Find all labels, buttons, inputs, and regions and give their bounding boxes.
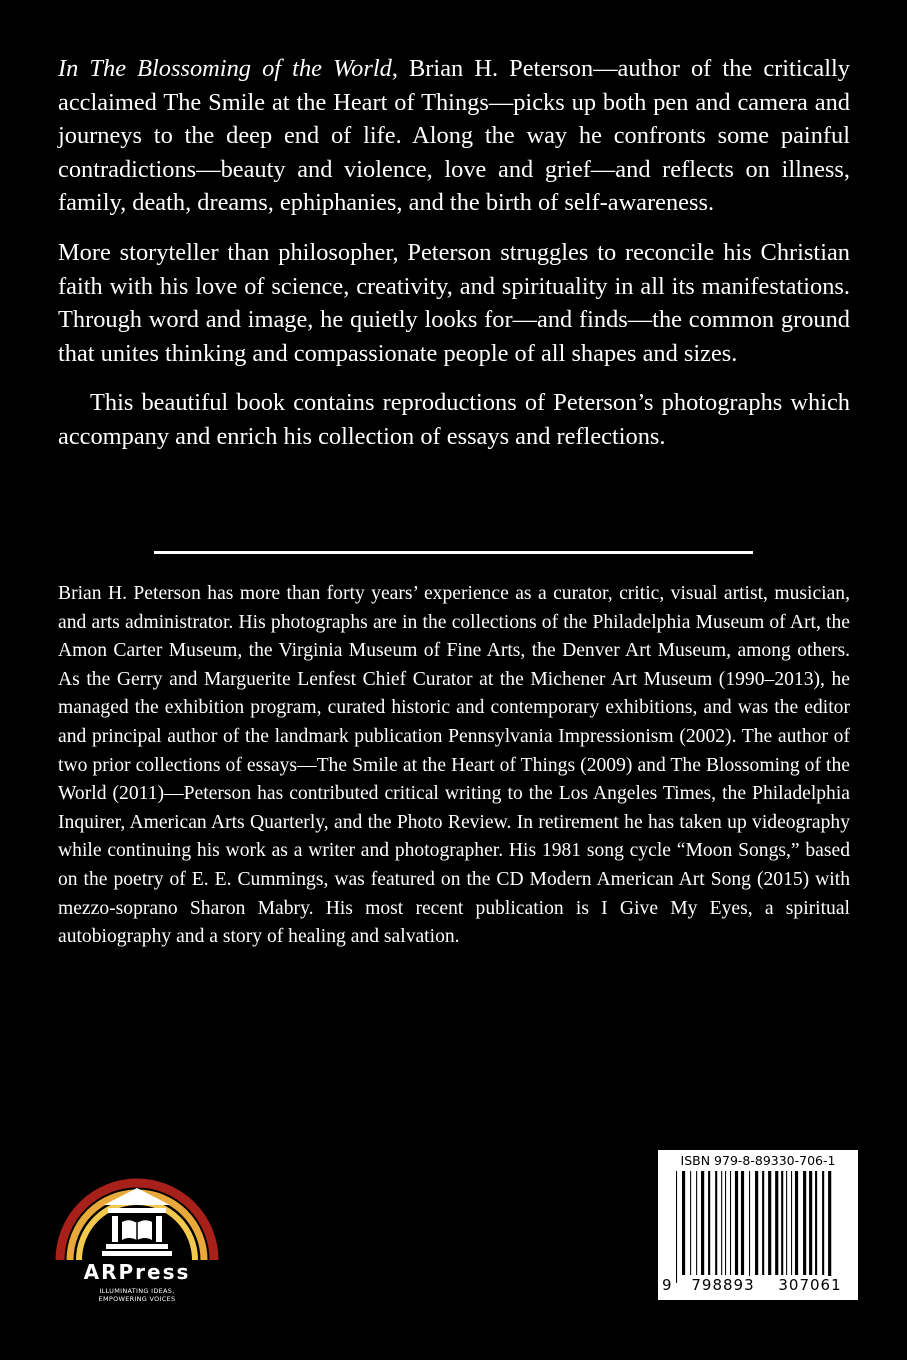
- isbn-label: ISBN 979-8-89330-706-1: [680, 1153, 836, 1168]
- blurb-paragraph-1: [58, 52, 850, 220]
- publisher-tagline-line-2: EMPOWERING VOICES: [98, 1295, 176, 1303]
- blurb-paragraph-3: This beautiful book contains reproductions of Peterson’s photographs which accompany and enrich his collection of essays and reflections.: [58, 389, 850, 450]
- blurb-paragraph-2: More storyteller than philosopher, Peterson struggles to reconcile his Christian faith with his love of science, creativity, and spirituality in all its manifestations. Through word and image, he quietly looks for—and finds—the common ground that unites thinking and compassionate people of all shapes and sizes.: [58, 238, 850, 367]
- blurb-paragraph-1-text: , Brian H. Peterson—author of the critically acclaimed The Smile at the Heart of Things—picks up both pen and camera and journeys to the deep end of life. Along the way he confronts some painful contradictions—beauty and violence, love and grief—and reflects on illness, family, death, dreams, ephiphanies, and the birth of self-awareness.: [58, 55, 851, 217]
- barcode-digit-lead: 9: [662, 1276, 672, 1294]
- publisher-tagline-line-1: ILLUMINATING IDEAS,: [99, 1287, 175, 1295]
- author-bio: Brian H. Peterson has more than forty years’ experience as a curator, critic, visual artist, musician, and arts administrator. His photographs are in the collections of the Philadelphia Museum of Art, the Amon Carter Museum, the Virginia Museum of Fine Arts, the Denver Art Museum, among others. As the Gerry and Marguerite Lenfest Chief Curator at the Michener Art Museum (1990–2013), he managed the exhibition program, curated historic and contemporary exhibitions, and was the editor and principal author of the landmark publication Pennsylvania Impressionism (2002). The author of two prior collections of essays—The Smile at the Heart of Things (2009) and The Blossoming of the World (2011)—Peterson has contributed critical writing to the Los Angeles Times, the Philadelphia Inquirer, American Arts Quarterly, and the Photo Review. In retirement he has taken up videography while continuing his work as a writer and photographer. His 1981 song cycle “Moon Songs,” based on the poetry of E. E. Cummings, was featured on the CD Modern American Art Song (2015) with mezzo-soprano Sharon Mabry. His most recent publication is I Give My Eyes, a spiritual autobiography and a story of healing and salvation.: [58, 583, 850, 948]
- blurb-book-title: In The Blossoming of the World: [58, 55, 392, 82]
- publisher-name: ARPress: [83, 1260, 191, 1284]
- publisher-arcs-icon: [52, 1150, 222, 1262]
- publisher-logo: [52, 1150, 222, 1310]
- back-cover-blurb: [58, 52, 850, 470]
- barcode-digits-left: 798893: [684, 1276, 762, 1294]
- barcode-digits-right: 307061: [770, 1276, 850, 1294]
- barcode-bars: [664, 1171, 852, 1289]
- publisher-tagline: [52, 1287, 222, 1303]
- isbn-barcode: [658, 1150, 858, 1300]
- section-divider: [154, 551, 753, 554]
